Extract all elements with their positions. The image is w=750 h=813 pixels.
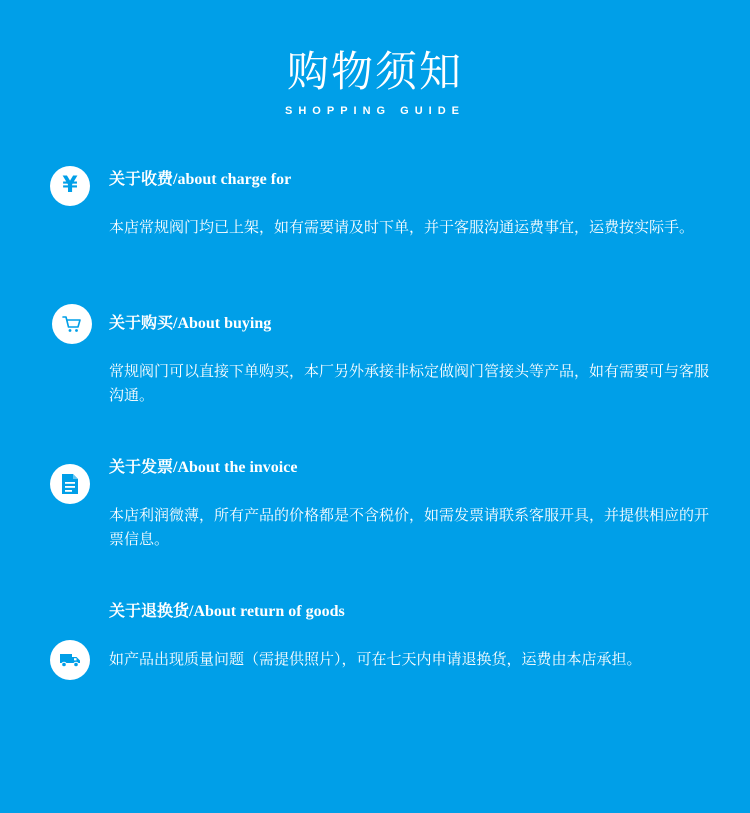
page-subtitle: SHOPPING GUIDE [285,105,465,117]
section-text-buying: 常规阀门可以直接下单购买，本厂另外承接非标定做阀门管接头等产品，如有需要可与客服沟通。 [109,362,710,404]
yen-icon: ¥ [50,166,90,206]
section-heading-invoice: 关于发票/About the invoice [109,459,298,476]
section-heading-buying: 关于购买/About buying [109,315,272,332]
section-heading-charge: 关于收费/about charge for [109,171,292,188]
section-text-returns: 如产品出现质量问题（需提供照片），可在七天内申请退换货，运费由本店承担。 [109,650,642,668]
section-text-charge: 本店常规阀门均已上架，如有需要请及时下单，并于客服沟通运费事宜，运费按实际手。 [109,218,695,236]
document-icon [50,464,90,504]
cart-icon [52,304,92,344]
page-title: 购物须知 [286,47,463,96]
section-text-invoice: 本店利润微薄，所有产品的价格都是不含税价，如需发票请联系客服开具，并提供相应的开票信息。 [109,506,710,548]
truck-icon [50,640,90,680]
section-heading-returns: 关于退换货/About return of goods [109,603,345,620]
